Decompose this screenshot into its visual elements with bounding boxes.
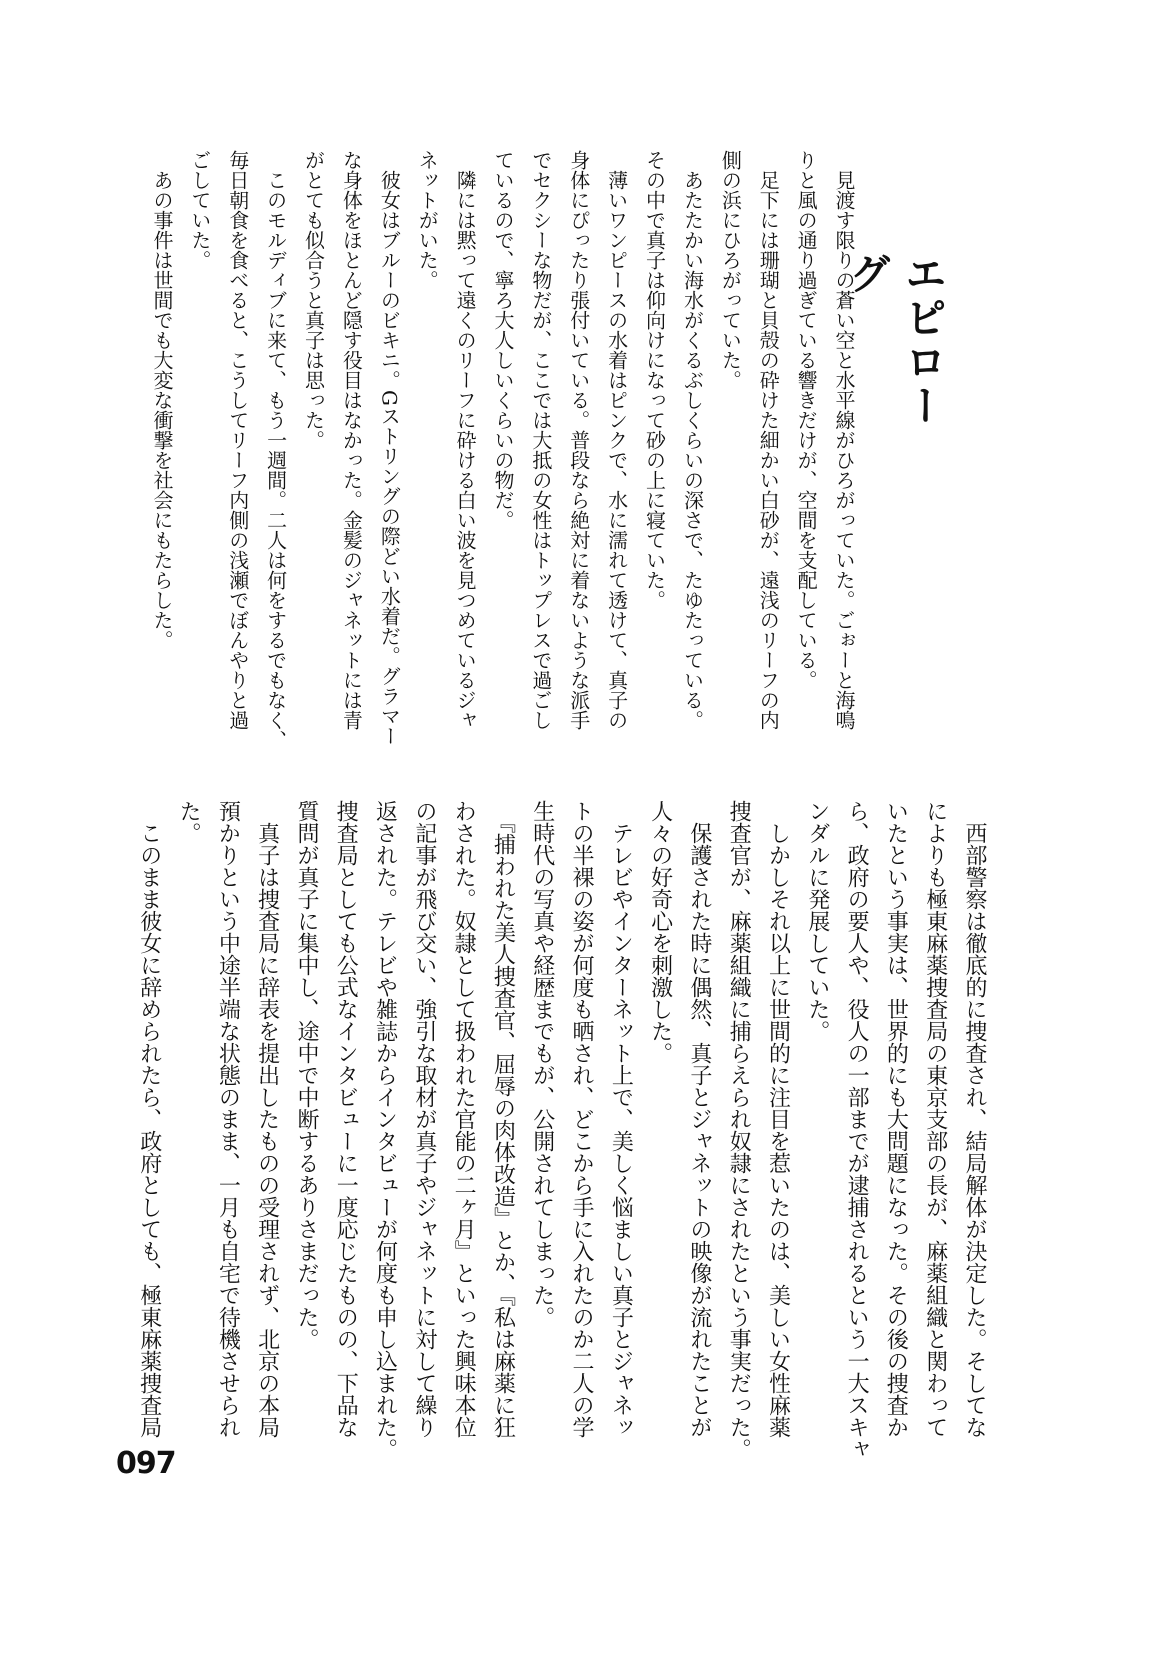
text-line: 真子は捜査局に辞表を提出したものの受理されず、北京の本局 xyxy=(254,800,280,1438)
text-line: 見渡す限りの蒼い空と水平線がひろがっていた。ごぉーと海鳴 xyxy=(832,150,856,730)
text-line: 西部警察は徹底的に捜査され、結局解体が決定した。そしてな xyxy=(962,800,987,1438)
text-line: がとても似合うと真子は思った。 xyxy=(301,150,326,450)
text-line: 隣には黙って遠くのリーフに砕ける白い波を見つめているジャ xyxy=(453,150,478,730)
page-number: 097 xyxy=(116,1446,176,1481)
text-line: ら、政府の要人や、役人の一部までが逮捕されるという一大スキャ xyxy=(844,800,870,1460)
text-line: 生時代の写真や経歴までもが、公開されてしまった。 xyxy=(529,800,555,1328)
text-line: あたたかい海水がくるぶしくらいの深さで、たゆたっている。 xyxy=(680,150,705,730)
text-line: な身体をほとんど隠す役目はなかった。金髪のジャネットには青 xyxy=(339,150,364,730)
text-line: でセクシーな物だが、ここでは大抵の女性はトップレスで過ごし xyxy=(528,150,553,730)
text-line: の記事が飛び交い、強引な取材が真子やジャネットに対して繰り xyxy=(411,800,437,1438)
text-line: 薄いワンピースの水着はピンクで、水に濡れて透けて、真子の xyxy=(604,150,629,730)
text-line: によりも極東麻薬捜査局の東京支部の長が、麻薬組織と関わって xyxy=(922,800,948,1438)
text-line: ンダルに発展していた。 xyxy=(804,800,830,1042)
text-line: 捜査官が、麻薬組織に捕らえられ奴隷にされたという事実だった。 xyxy=(726,800,752,1460)
text-line: 彼女はブルーのビキニ。Gストリングの際どい水着だ。グラマー xyxy=(377,150,402,746)
text-line: トの半裸の姿が何度も晒され、どこから手に入れたのか二人の学 xyxy=(569,800,595,1438)
text-line: 毎日朝食を食べると、こうしてリーフ内側の浅瀬でぼんやりと過 xyxy=(225,150,250,730)
text-line: その中で真子は仰向けになって砂の上に寝ていた。 xyxy=(642,150,667,610)
text-line: ごしていた。 xyxy=(187,150,212,270)
text-line: た。 xyxy=(176,800,202,844)
text-line: 人々の好奇心を刺激した。 xyxy=(647,800,673,1064)
text-line: りと風の通り過ぎている響きだけが、空間を支配している。 xyxy=(794,150,819,690)
text-line: 足下には珊瑚と貝殻の砕けた細かい白砂が、遠浅のリーフの内 xyxy=(756,150,781,730)
text-line: 保護された時に偶然、真子とジャネットの映像が流れたことが xyxy=(686,800,712,1438)
text-line: 預かりという中途半端な状態のまま、一月も自宅で待機させられ xyxy=(215,800,241,1438)
text-line: しかしそれ以上に世間的に注目を惹いたのは、美しい女性麻薬 xyxy=(765,800,791,1438)
top-text-block xyxy=(141,150,862,750)
text-line: いたという事実は、世界的にも大問題になった。その後の捜査か xyxy=(883,800,909,1438)
text-line: 返された。テレビや雑誌からインタビューが何度も申し込まれた。 xyxy=(372,800,398,1460)
text-line: このモルディブに来て、もう一週間。二人は何をするでもなく、 xyxy=(263,150,288,750)
text-line: 『捕われた美人捜査官、屈辱の肉体改造』とか、『私は麻薬に狂 xyxy=(490,800,516,1438)
text-line: このまま彼女に辞められたら、政府としても、極東麻薬捜査局 xyxy=(136,800,162,1438)
text-line: テレビやインターネット上で、美しく悩ましい真子とジャネッ xyxy=(608,800,634,1438)
text-line: 捜査局としても公式なインタビューに一度応じたものの、下品な xyxy=(333,800,359,1438)
text-line: わされた。奴隷として扱われた官能の二ヶ月』といった興味本位 xyxy=(451,800,477,1438)
text-line: 質問が真子に集中し、途中で中断するありさまだった。 xyxy=(293,800,319,1350)
chapter-title: エピローグ xyxy=(843,252,948,428)
text-line: ネットがいた。 xyxy=(415,150,440,290)
text-line: 側の浜にひろがっていた。 xyxy=(718,150,743,390)
text-line: あの事件は世間でも大変な衝撃を社会にもたらした。 xyxy=(149,150,174,650)
bottom-text-block xyxy=(129,800,994,1460)
text-line: 身体にぴったり張付いている。普段なら絶対に着ないような派手 xyxy=(566,150,591,730)
text-line: ているので、寧ろ大人しいくらいの物だ。 xyxy=(490,150,515,530)
